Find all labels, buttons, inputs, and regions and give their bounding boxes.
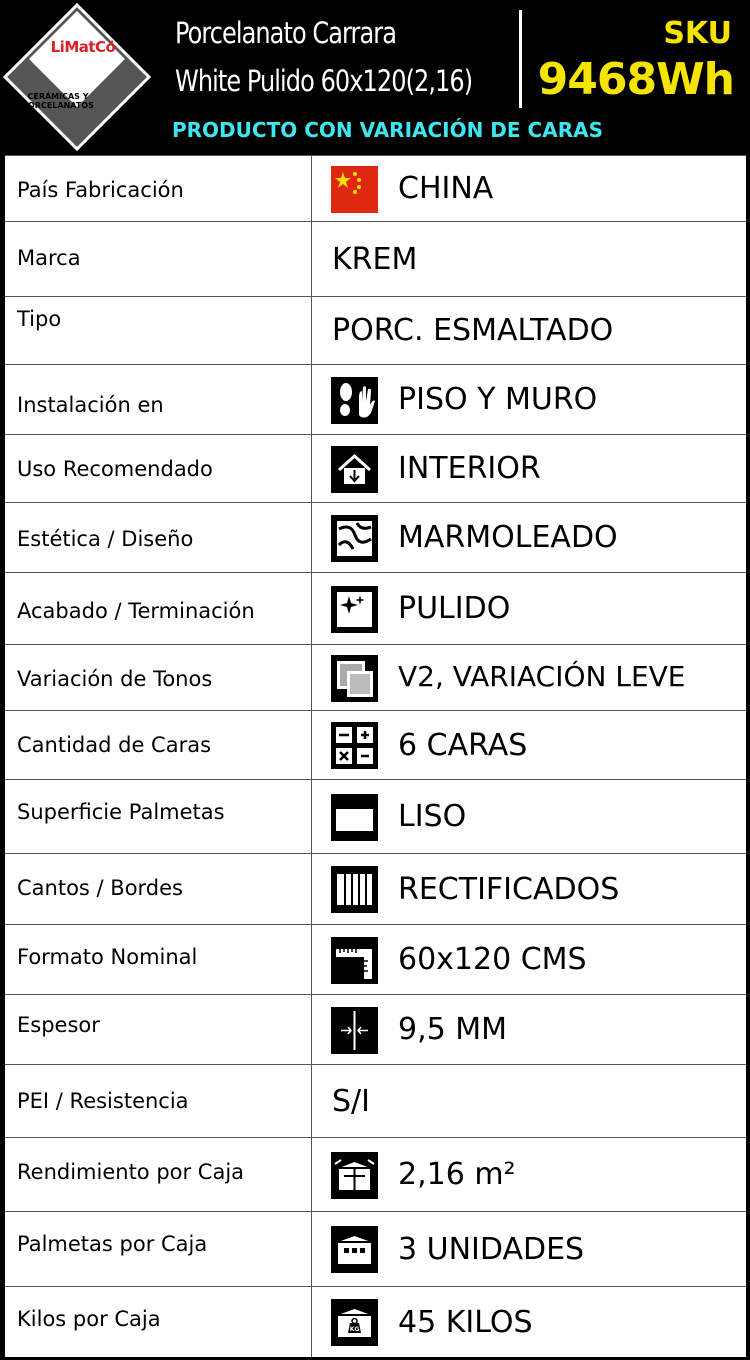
spec-row [5,364,746,434]
spec-row [5,644,746,710]
variation-banner: PRODUCTO CON VARIACIÓN DE CARAS [172,118,603,142]
spec-value: PORC. ESMALTADO [332,313,614,348]
spec-label: País Fabricación [17,178,184,202]
spec-row [5,434,746,502]
spec-label: Kilos por Caja [17,1307,161,1331]
spec-value: PULIDO [398,591,511,626]
spec-value: V2, VARIACIÓN LEVE [398,660,686,693]
spec-label: Acabado / Terminación [17,599,255,623]
house-interior-icon [331,446,378,493]
spec-row [5,155,746,221]
spec-label: Tipo [17,307,62,331]
spec-row [5,221,746,296]
header-divider [519,10,522,108]
spec-value: INTERIOR [398,451,541,486]
marble-pattern-icon [331,515,378,562]
spec-label: Uso Recomendado [17,457,213,481]
product-title-line1: Porcelanato Carrara [175,16,396,50]
thickness-icon [331,1007,378,1054]
spec-value: LISO [398,799,467,834]
spec-label: Cantos / Bordes [17,876,184,900]
spec-value: S/I [332,1084,370,1119]
calculator-icon [331,722,378,769]
spec-row [5,853,746,924]
spec-label: Espesor [17,1013,100,1037]
ruler-format-icon [331,937,378,984]
brand-logo [0,0,160,155]
logo-text: LiMatCö [50,38,116,56]
spec-row [5,572,746,644]
spec-value: PISO Y MURO [398,382,598,417]
spec-row [5,1137,746,1211]
spec-label: Marca [17,246,81,270]
spec-row [5,1286,746,1357]
spec-table [5,155,746,1357]
rectified-edges-icon [331,866,378,913]
spec-row [5,296,746,364]
spec-label: Formato Nominal [17,945,198,969]
spec-label: Estética / Diseño [17,527,194,551]
spec-row [5,1211,746,1286]
header [0,0,750,155]
spec-row [5,502,746,572]
spec-value: 6 CARAS [398,728,528,763]
spec-label: Variación de Tonos [17,667,213,691]
box-area-icon [331,1152,378,1199]
spec-label: Cantidad de Caras [17,733,212,757]
spec-label: Rendimiento por Caja [17,1160,245,1184]
spec-row [5,1064,746,1137]
sparkle-icon [331,586,378,633]
sku-value: 9468Wh [537,54,734,105]
china-flag-icon [331,166,378,213]
svg-text:KG: KG [349,1326,360,1333]
spec-value: 60x120 CMS [398,942,587,977]
spec-value: KREM [332,242,418,277]
spec-row [5,710,746,779]
spec-label: Palmetas por Caja [17,1232,208,1256]
spec-label: Instalación en [17,393,164,417]
tone-variation-icon [331,655,378,702]
footprint-hand-icon [331,377,378,424]
spec-row [5,924,746,994]
logo-diamond-icon [3,3,151,151]
sku-label: SKU [663,16,732,51]
spec-value: 45 KILOS [398,1305,533,1340]
spec-row [5,994,746,1064]
spec-value: MARMOLEADO [398,520,618,555]
spec-value: 3 UNIDADES [398,1232,585,1267]
product-title-line2: White Pulido 60x120(2,16) [175,64,473,98]
smooth-surface-icon [331,794,378,841]
spec-label: Superficie Palmetas [17,800,225,824]
spec-label: PEI / Resistencia [17,1089,189,1113]
spec-value: RECTIFICADOS [398,872,620,907]
spec-row [5,779,746,853]
box-weight-icon [331,1299,378,1346]
spec-value: 9,5 MM [398,1012,508,1047]
logo-tagline: CERÁMICAS Y PORCELANATOS [22,92,94,110]
spec-value: 2,16 m² [398,1157,516,1192]
spec-value: CHINA [398,171,494,206]
box-tiles-icon [331,1226,378,1273]
